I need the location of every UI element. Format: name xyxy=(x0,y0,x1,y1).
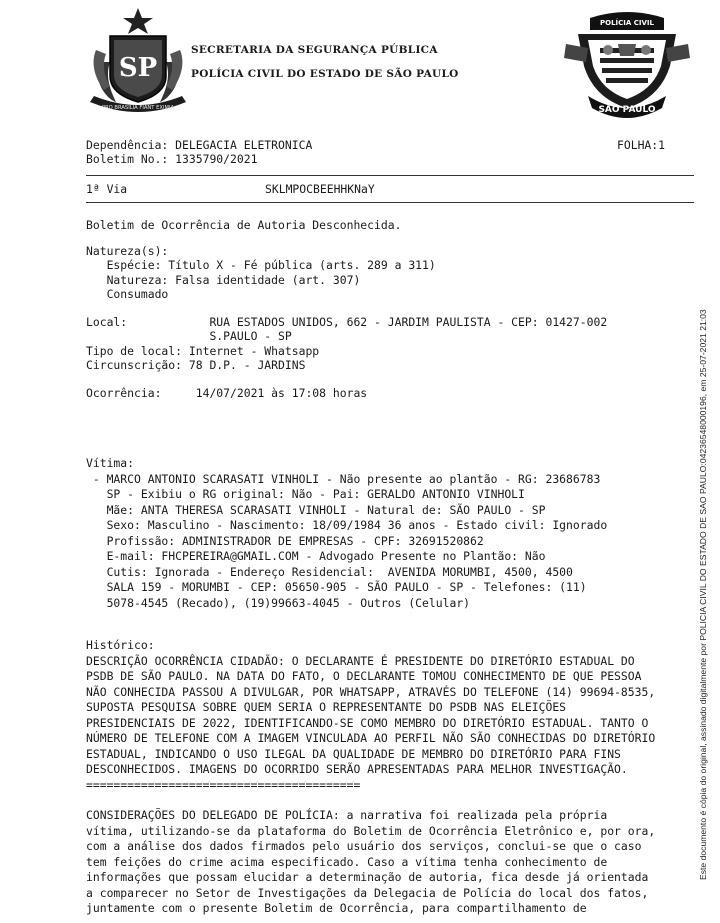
dependencia-line: Dependência: DELEGACIA ELETRONICA xyxy=(86,138,313,152)
historico-line: Histórico: xyxy=(86,638,155,652)
consideracoes-line: juntamente com o presente Boletim de Ocorrência, para compartilhamento de xyxy=(86,901,587,915)
secretaria-heading: SECRETARIA DA SEGURANÇA PÚBLICA xyxy=(191,44,438,56)
boletim-number: Boletim No.: 1335790/2021 xyxy=(86,152,258,166)
vitima-line: Mãe: ANTA THERESA SCARASATI VINHOLI - Natural de: SÃO PAULO - SP xyxy=(86,502,546,517)
consideracoes-line: informações que possam elucidar a determinação de autoria, fica desde já orientada xyxy=(86,870,649,884)
historico-line: PSDB DE SÃO PAULO. NA DATA DO FATO, O DECLARANTE TOMOU CONHECIMENTO DE QUE PESSOA xyxy=(86,669,642,683)
vitima-line: SP - Exibiu o RG original: Não - Pai: GERALDO ANTONIO VINHOLI xyxy=(86,487,525,501)
local-line: Tipo de local: Internet - Whatsapp xyxy=(86,343,320,358)
local-line: Local: RUA ESTADOS UNIDOS, 662 - JARDIM PAULISTA - CEP: 01427-002 xyxy=(86,315,608,329)
historico-line: DESCONHECIDOS. IMAGENS DO OCORRIDO SERÃO APRESENTADAS PARA MELHOR INVESTIGAÇÃO. xyxy=(86,762,628,776)
vitima-line: SALA 159 - MORUMBI - CEP: 05650-905 - SÃO PAULO - SP - Telefones: (11) xyxy=(86,580,587,594)
vitima-line: Vítima: xyxy=(86,456,135,470)
folha-number: FOLHA:1 xyxy=(617,138,666,152)
seal-monogram: SP xyxy=(118,53,158,83)
natureza-line: Espécie: Título X - Fé pública (arts. 289 a 311) xyxy=(86,258,436,273)
historico-line: PRESIDENCIAIS DE 2022, IDENTIFICANDO-SE COMO MEMBRO DO DIRETÓRIO ESTADUAL. TANTO O xyxy=(86,715,649,730)
badge-top-text: POLÍCIA CIVIL xyxy=(600,19,654,27)
consideracoes-line: a comparecer no Setor de Investigações da Delegacia de Polícia do local dos fatos, xyxy=(86,885,649,900)
vitima-line: - MARCO ANTONIO SCARASATI VINHOLI - Não presente ao plantão - RG: 23686783 xyxy=(86,471,601,486)
historico-line: ESTADUAL, INDICANDO O USO ILEGAL DA QUALIDADE DE MEMBRO DO DIRETÓRIO PARA FINS xyxy=(86,746,621,761)
vitima-line: Sexo: Masculino - Nascimento: 18/09/1984 36 anos - Estado civil: Ignorado xyxy=(86,518,608,532)
seal-banner: PRO BRASILIA FIANT EXIMIA xyxy=(101,105,175,111)
historico-line: NÚMERO DE TELEFONE COM A IMAGEM VINCULADA AO PERFIL NÃO SÃO CONHECIDAS DO DIRETÓRIO xyxy=(86,731,656,745)
vitima-line: E-mail: FHCPEREIRA@GMAIL.COM - Advogado Presente no Plantão: Não xyxy=(86,549,546,563)
local-line: S.PAULO - SP xyxy=(86,329,292,344)
policia-heading: POLÍCIA CIVIL DO ESTADO DE SÃO PAULO xyxy=(191,68,459,80)
consideracoes-line: com a análise dos dados firmados pelo usuário dos serviços, conclui-se que o caso xyxy=(86,839,642,853)
sp-state-seal-logo xyxy=(86,6,190,118)
document-code: SKLMPOCBEEHHKNaY xyxy=(265,182,375,196)
consideracoes-line: CONSIDERAÇÕES DO DELEGADO DE POLÍCIA: a narrativa foi realizada pela própria xyxy=(86,808,608,822)
natureza-line: Natureza(s): xyxy=(86,244,169,258)
badge-bottom-text: SÃO PAULO xyxy=(598,105,656,115)
via-label: 1ª Via xyxy=(86,182,128,196)
consideracoes-line: tem feições do crime acima especificado. Caso a vítima tenha conhecimento de xyxy=(86,854,608,869)
consideracoes-line: vítima, utilizando-se da plataforma do Boletim de Ocorrência Eletrônico e, por ora, xyxy=(86,823,656,838)
vitima-line: Profissão: ADMINISTRADOR DE EMPRESAS - CPF: 32691520862 xyxy=(86,533,484,548)
vitima-line: Cutis: Ignorada - Endereço Residencial: AVENIDA MORUMBI, 4500, 4500 xyxy=(86,564,573,579)
separator-line: ======================================== xyxy=(86,778,361,792)
local-line: Circunscrição: 78 D.P. - JARDINS xyxy=(86,358,306,373)
divider-bottom xyxy=(86,202,694,203)
ocorrencia-line: Ocorrência: 14/07/2021 às 17:08 horas xyxy=(86,386,368,400)
vitima-line: 5078-4545 (Recado), (19)99663-4045 - Outros (Celular) xyxy=(86,595,471,610)
historico-line: NÃO CONHECIDA PASSOU A DIVULGAR, POR WHATSAPP, ATRAVÉS DO TELEFONE (14) 99694-8535, xyxy=(86,684,656,699)
natureza-line: Natureza: Falsa identidade (art. 307) xyxy=(86,272,361,287)
document-title: Boletim de Ocorrência de Autoria Desconhecida. xyxy=(86,218,402,232)
policia-civil-badge-logo xyxy=(560,4,694,124)
natureza-line: Consumado xyxy=(86,287,169,302)
digital-signature-note: Este documento é cópia do original, assinado digitalmente por POLICIA CIVIL DO ESTADO DE SAO PAULO:04236548000196, em 25-07-2021 21:03 xyxy=(698,309,708,880)
historico-line: DESCRIÇÃO OCORRÊNCIA CIDADÃO: O DECLARANTE É PRESIDENTE DO DIRETÓRIO ESTADUAL DO xyxy=(86,653,635,668)
historico-line: SUPOSTA PESQUISA SOBRE QUEM SERIA O REPRESENTANTE DO PSDB NAS ELEIÇÕES xyxy=(86,700,567,714)
divider-top xyxy=(86,175,694,176)
